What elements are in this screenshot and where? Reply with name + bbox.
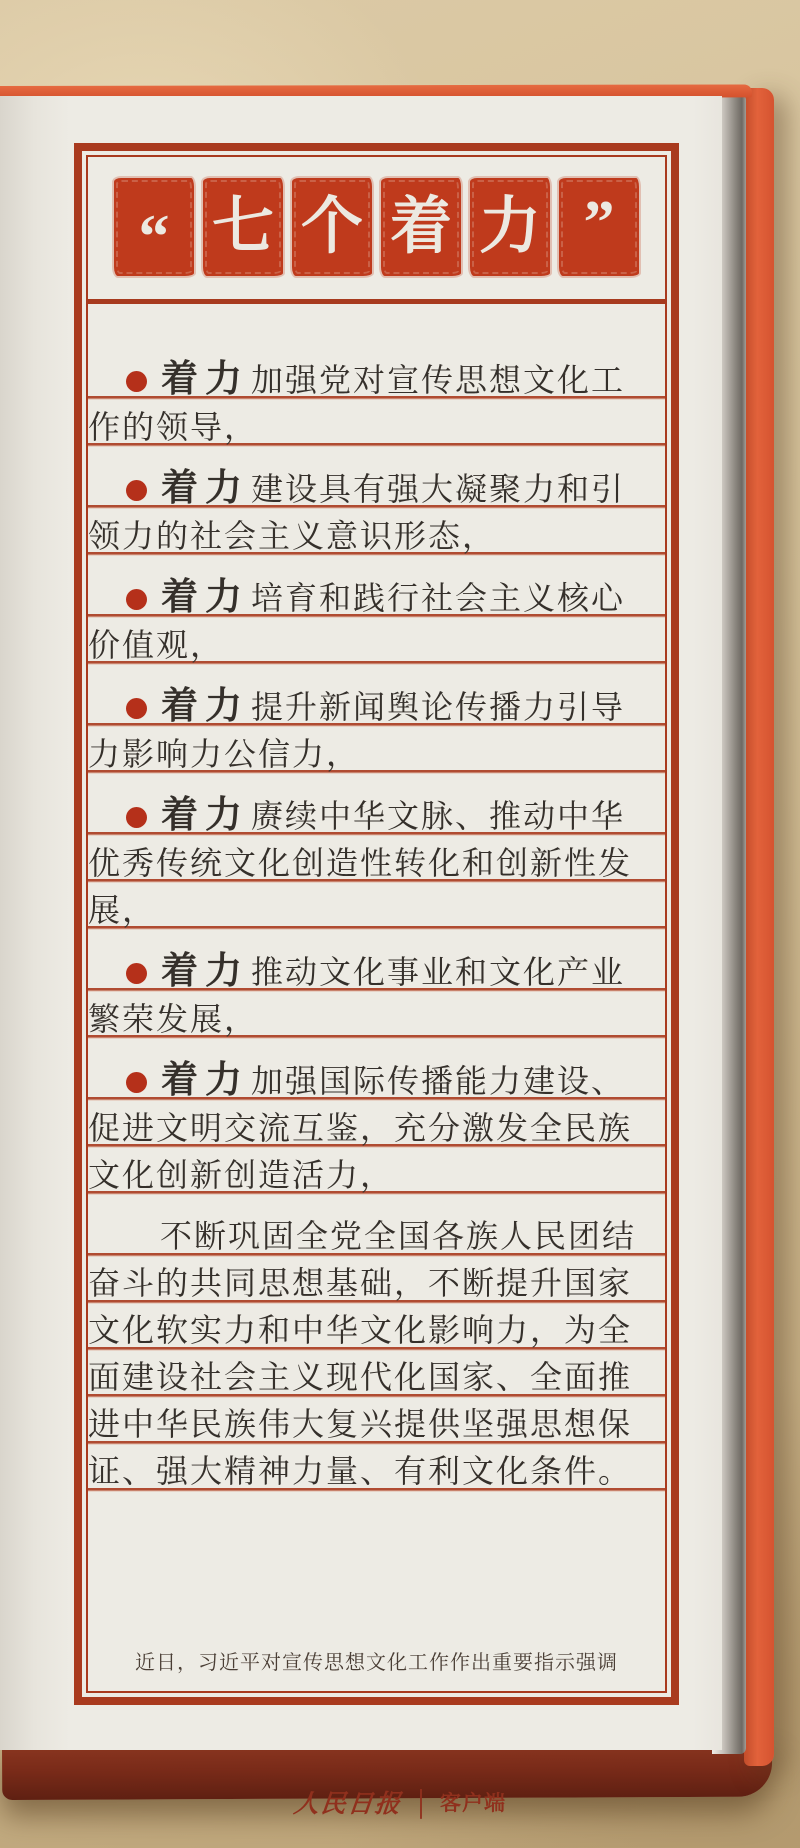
bullet-dot-icon	[126, 963, 147, 984]
focus-lead: 着力	[161, 359, 249, 400]
focus-lead: 着力	[161, 1060, 249, 1101]
focus-item-6	[88, 948, 665, 1043]
source-caption: 近日，习近平对宣传思想文化工作作出重要指示强调	[135, 1652, 618, 1674]
title-stamp-glyph: 力	[478, 193, 541, 261]
title-stamp-row	[88, 178, 665, 276]
focus-item-5	[88, 792, 665, 934]
title-stamp	[292, 178, 372, 276]
focus-item-1	[88, 356, 665, 451]
title-stamp	[203, 178, 283, 276]
title-stamp-open-quote	[114, 178, 194, 276]
focus-lead: 着力	[161, 795, 249, 836]
client-app-label: 客户端	[440, 1792, 506, 1815]
focus-text: 加强党对宣传思想文化工作的领导，	[88, 362, 626, 445]
focus-text: 培育和践行社会主义核心价值观，	[88, 580, 626, 663]
focus-list	[88, 356, 665, 1495]
title-stamp-glyph: 个	[300, 193, 363, 261]
bullet-dot-icon	[126, 589, 147, 610]
bullet-dot-icon	[126, 698, 147, 719]
closing-paragraph: 不断巩固全党全国各族人民团结奋斗的共同思想基础，不断提升国家文化软实力和中华文化影响力，为全面建设社会主义现代化国家、全面推进中华民族伟大复兴提供坚强思想保证、强大精神力量、有利文化条件。	[88, 1213, 665, 1495]
focus-lead: 着力	[161, 577, 249, 618]
publisher-logo	[0, 1784, 800, 1820]
bullet-dot-icon	[126, 480, 147, 501]
focus-item-3	[88, 574, 665, 669]
title-stamp-glyph: 着	[389, 193, 452, 261]
notebook-page	[0, 96, 722, 1750]
focus-text: 提升新闻舆论传播力引导力影响力公信力，	[88, 689, 626, 772]
focus-text: 推动文化事业和文化产业繁荣发展，	[88, 954, 626, 1037]
bullet-dot-icon	[126, 371, 147, 392]
peoples-daily-wordmark: 人民日报	[292, 1791, 404, 1818]
book-right-cover	[744, 88, 774, 1766]
title-stamp-glyph: 七	[211, 193, 274, 261]
bullet-dot-icon	[126, 1072, 147, 1093]
title-stamp-glyph: “	[138, 203, 170, 271]
title-stamp	[470, 178, 550, 276]
focus-text: 加强国际传播能力建设、促进文明交流互鉴，充分激发全民族文化创新创造活力，	[88, 1063, 633, 1193]
title-divider-rule	[88, 299, 665, 304]
focus-lead: 着力	[161, 951, 249, 992]
focus-item-2	[88, 465, 665, 560]
focus-lead: 着力	[161, 468, 249, 509]
focus-item-7	[88, 1057, 665, 1199]
decorative-frame-inner	[86, 155, 667, 1693]
focus-lead: 着力	[161, 686, 249, 727]
decorative-frame	[74, 143, 679, 1705]
title-stamp-glyph: ”	[583, 189, 615, 257]
title-stamp-close-quote	[559, 178, 639, 276]
title-stamp	[381, 178, 461, 276]
bullet-dot-icon	[126, 807, 147, 828]
focus-text: 建设具有强大凝聚力和引领力的社会主义意识形态，	[88, 471, 626, 554]
focus-item-4	[88, 683, 665, 778]
logo-divider: ｜	[409, 1790, 433, 1822]
focus-text: 赓续中华文脉、推动中华优秀传统文化创造性转化和创新性发展，	[88, 798, 633, 928]
